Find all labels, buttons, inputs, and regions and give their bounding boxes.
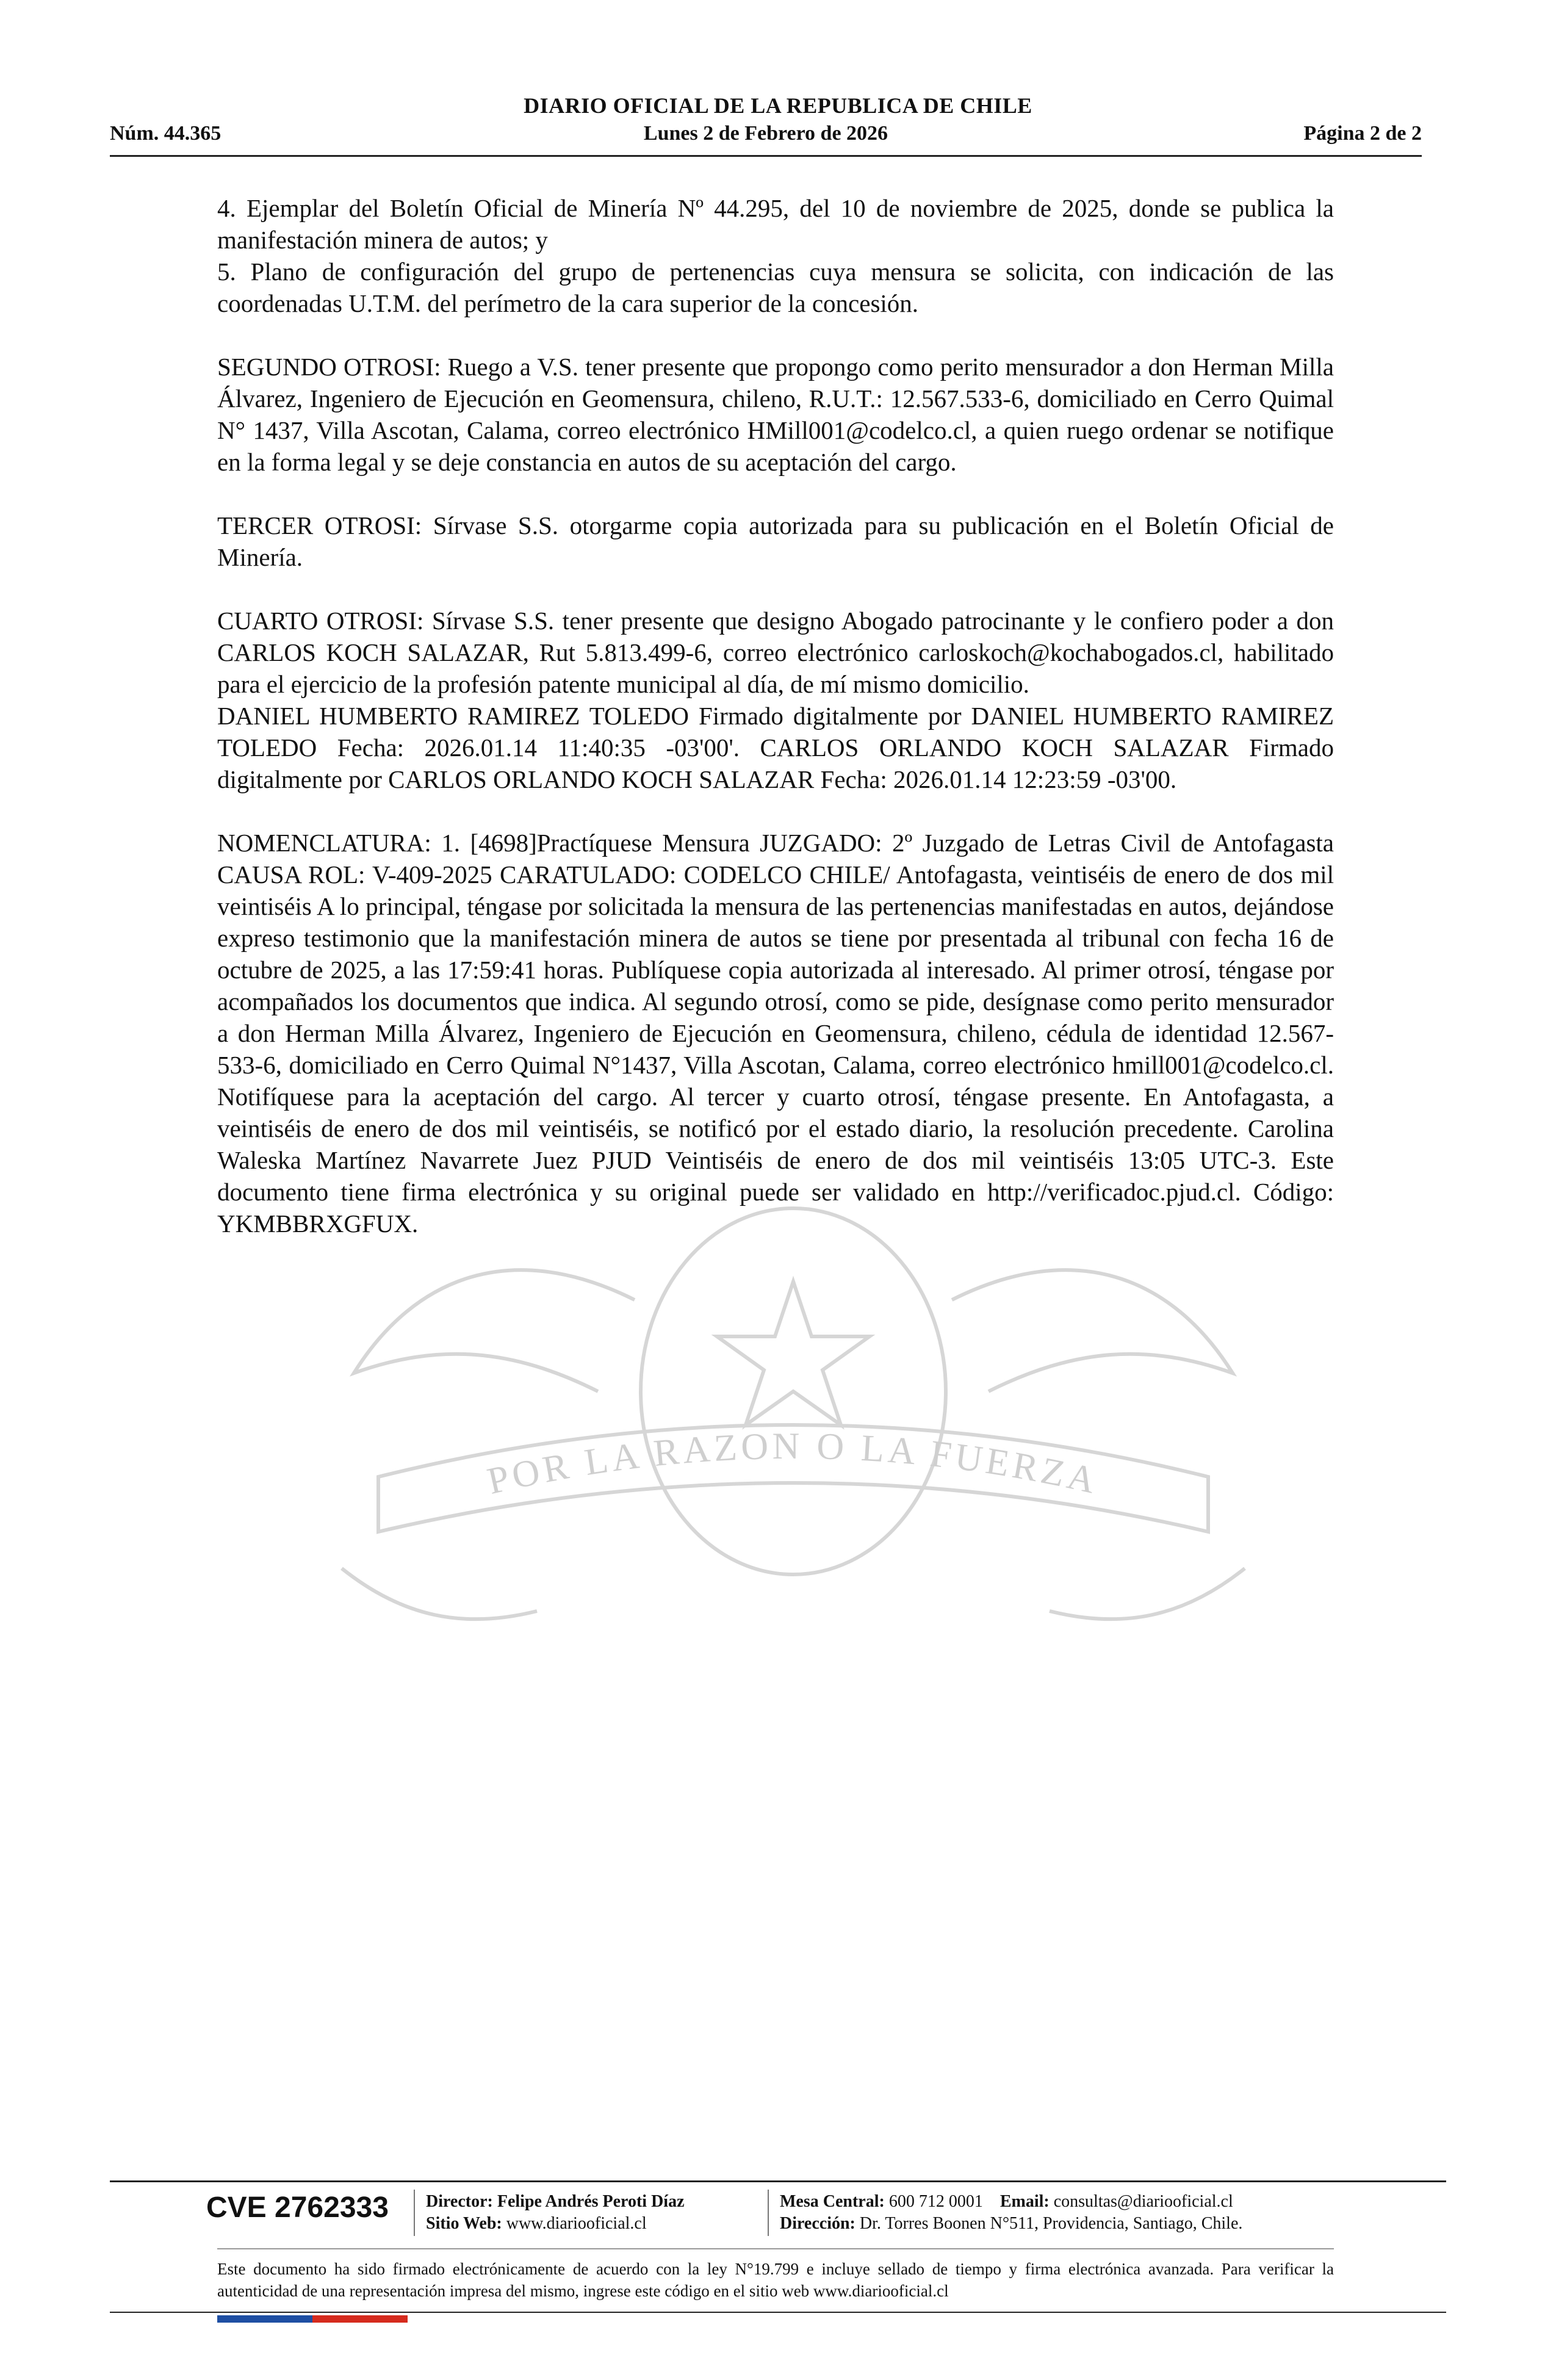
address-label: Dirección:	[780, 2214, 855, 2233]
star-shape	[717, 1282, 870, 1425]
email-link[interactable]: consultas@diariooficial.cl	[1053, 2192, 1233, 2211]
footer-top-divider	[110, 2180, 1446, 2182]
mesa-central-phone: 600 712 0001	[888, 2192, 983, 2211]
address-value: Dr. Torres Boonen N°511, Providencia, Santiago, Chile.	[859, 2214, 1243, 2233]
footer-director-block	[426, 2191, 685, 2235]
electronic-signature-note: Este documento ha sido firmado electrónicamente de acuerdo con la ley N°19.799 e incluye sellado de tiempo y firma electrónica avanzada. Para verificar la autenticidad de una representación impresa del mismo, ingrese este código en el sitio web www.diariooficial.cl	[217, 2260, 1334, 2300]
ornament-left	[342, 1568, 537, 1619]
document-body	[217, 192, 1334, 1239]
flag-red-segment	[312, 2315, 408, 2323]
footer-separator	[768, 2190, 769, 2236]
huemul-body-right	[952, 1270, 1233, 1391]
header-divider	[110, 155, 1422, 157]
director-name: Felipe Andrés Peroti Díaz	[497, 2192, 685, 2211]
segundo-otrosi: SEGUNDO OTROSI: Ruego a V.S. tener presente que propongo como perito mensurador a don Herman Milla Álvarez, Ingeniero de Ejecución en Geomensura, chileno, R.U.T.: 12.567.533-6, domiciliado en Cerro Quimal N° 1437, Villa Ascotan, Calama, correo electrónico HMill001@codelco.cl, a quien ruego ordenar se notifique en la forma legal y se deje constancia en autos de su aceptación del cargo.	[217, 353, 1334, 476]
condor-wing-left	[354, 1270, 635, 1391]
email-label: Email:	[1000, 2192, 1050, 2211]
motto-text	[484, 1426, 1103, 1502]
director-label: Director:	[426, 2192, 493, 2211]
footer-separator	[414, 2190, 415, 2236]
digital-signatures: DANIEL HUMBERTO RAMIREZ TOLEDO Firmado digitalmente por DANIEL HUMBERTO RAMIREZ TOLEDO Fecha: 2026.01.14 11:40:35 -03'00'. CARLOS ORLANDO KOCH SALAZAR Firmado digitalmente por CARLOS ORLANDO KOCH SALAZAR Fecha: 2026.01.14 12:23:59 -03'00.	[217, 702, 1334, 793]
tercer-otrosi: TERCER OTROSI: Sírvase S.S. otorgarme copia autorizada para su publicación en el Boletín Oficial de Minería.	[217, 511, 1334, 571]
issue-date: Lunes 2 de Febrero de 2026	[643, 122, 888, 145]
item-5: 5. Plano de configuración del grupo de pertenencias cuya mensura se solicita, con indicación de las coordenadas U.T.M. del perímetro de la cara superior de la concesión.	[217, 258, 1334, 317]
website-label: Sitio Web:	[426, 2214, 502, 2233]
footer-bottom-divider	[110, 2312, 1446, 2313]
flag-blue-segment	[217, 2315, 312, 2323]
footer-middle-divider	[217, 2248, 1334, 2249]
header-row	[110, 122, 1422, 150]
issue-number: Núm. 44.365	[110, 122, 222, 145]
website-link[interactable]: www.diariooficial.cl	[506, 2214, 647, 2233]
coat-of-arms-watermark	[256, 1190, 1330, 1678]
cuarto-otrosi: CUARTO OTROSI: Sírvase S.S. tener presente que designo Abogado patrocinante y le confiero poder a don CARLOS KOCH SALAZAR, Rut 5.813.499-6, correo electrónico carloskoch@kochabogados.cl, habilitado para el ejercicio de la profesión patente municipal al día, de mí mismo domicilio.	[217, 607, 1334, 698]
footer-contact-block	[780, 2191, 1242, 2235]
ornament-right	[1050, 1568, 1245, 1619]
item-4: 4. Ejemplar del Boletín Oficial de Minería Nº 44.295, del 10 de noviembre de 2025, donde se publica la manifestación minera de autos; y	[217, 194, 1334, 254]
cve-code: CVE 2762333	[206, 2191, 389, 2224]
motto-path: POR LA RAZON O LA FUERZA	[483, 1425, 1103, 1502]
page-indicator: Página 2 de 2	[1303, 122, 1422, 145]
flag-color-bar	[217, 2315, 408, 2323]
nomenclatura-resolution: NOMENCLATURA: 1. [4698]Practíquese Mensura JUZGADO: 2º Juzgado de Letras Civil de Antofagasta CAUSA ROL: V-409-2025 CARATULADO: CODELCO CHILE/ Antofagasta, veintiséis de enero de dos mil veintiséis A lo principal, téngase por solicitada la mensura de las pertenencias manifestadas en autos, dejándose expreso testimonio que la manifestación minera de autos se tiene por presentada al tribunal con fecha 16 de octubre de 2025, a las 17:59:41 horas. Publíquese copia autorizada al interesado. Al primer otrosí, téngase por acompañados los documentos que indica. Al segundo otrosí, como se pide, desígnase como perito mensurador a don Herman Milla Álvarez, Ingeniero de Ejecución en Geomensura, chileno, cédula de identidad 12.567-533-6, domiciliado en Cerro Quimal N°1437, Villa Ascotan, Calama, correo electrónico hmill001@codelco.cl. Notifíquese para la aceptación del cargo. Al tercer y cuarto otrosí, téngase presente. En Antofagasta, a veintiséis de enero de dos mil veintiséis, se notificó por el estado diario, la resolución precedente. Carolina Waleska Martínez Navarrete Juez PJUD Veintiséis de enero de dos mil veintiséis 13:05 UTC-3. Este documento tiene firma electrónica y su original puede ser validado en http://verificadoc.pjud.cl. Código: YKMBBRXGFUX.	[217, 829, 1334, 1238]
publication-title: DIARIO OFICIAL DE LA REPUBLICA DE CHILE	[524, 93, 1032, 118]
mesa-central-label: Mesa Central:	[780, 2192, 885, 2211]
